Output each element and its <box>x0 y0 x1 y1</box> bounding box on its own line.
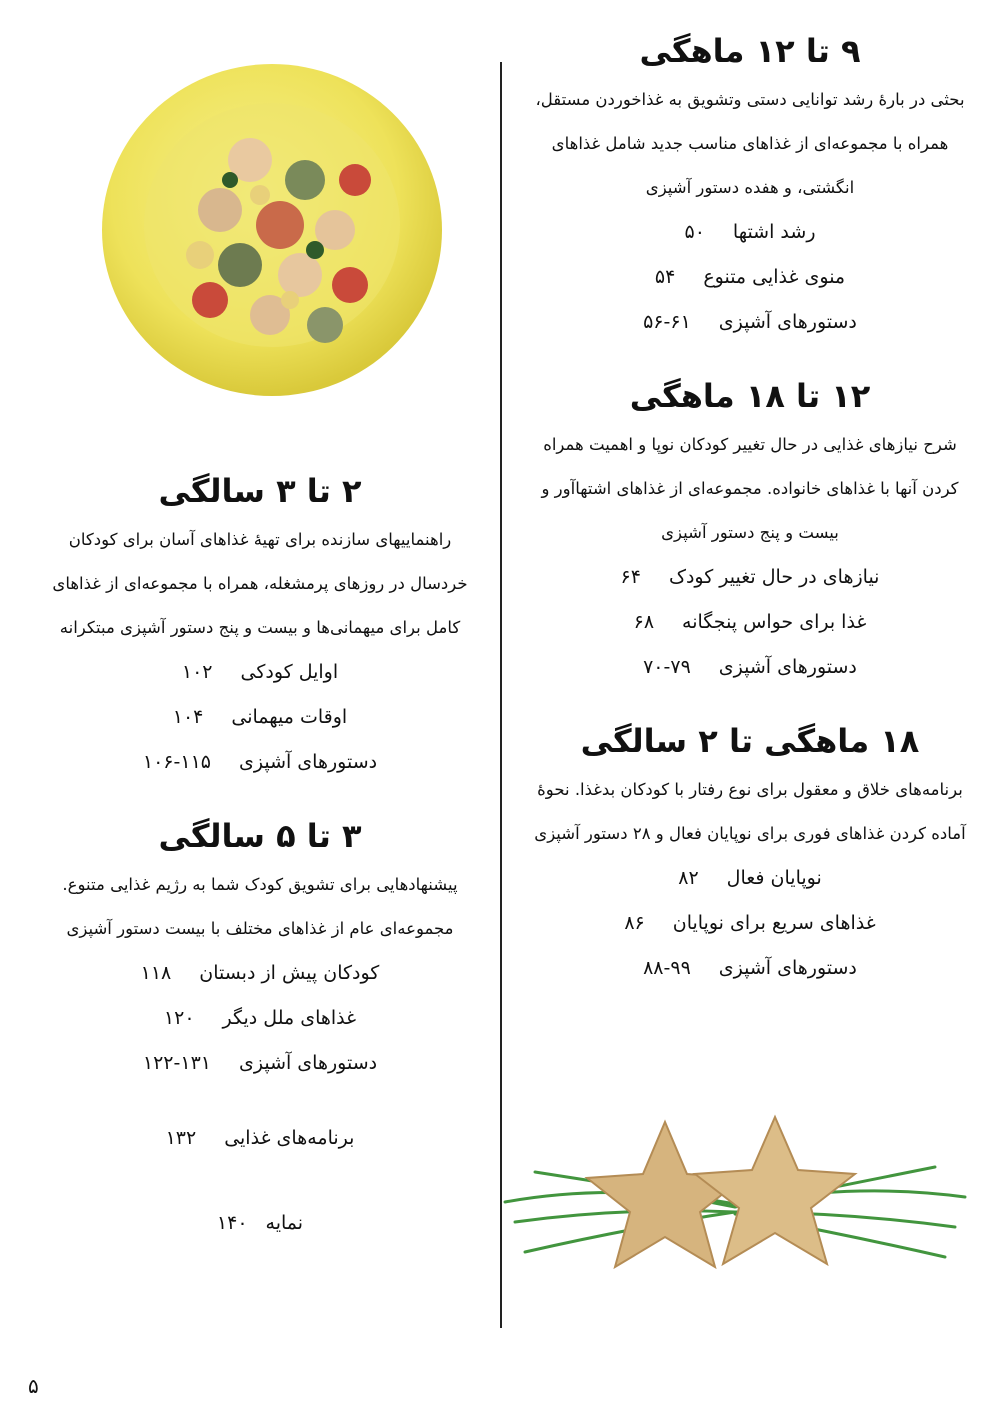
toc-entry[interactable] <box>520 210 980 255</box>
section-title: ۳ تا ۵ سالگی <box>158 817 362 855</box>
pasta-salad-plate-image <box>100 60 445 400</box>
entry-page: ۸۲ <box>678 867 699 889</box>
toc-entry-index[interactable] <box>30 1201 490 1246</box>
toc-entry[interactable] <box>520 600 980 645</box>
toc-entry[interactable] <box>30 650 490 695</box>
entry-page: ۵۶-۶۱ <box>643 311 691 333</box>
section-title: ۱۲ تا ۱۸ ماهگی <box>629 377 871 415</box>
entry-label: نمایه <box>265 1212 304 1234</box>
entry-page: ۷۰-۷۹ <box>643 656 691 678</box>
toc-entry[interactable] <box>30 1041 490 1086</box>
entry-label: نوپایان فعال <box>726 867 822 889</box>
section-title: ۱۸ ماهگی تا ۲ سالگی <box>580 722 920 760</box>
section-title: ۹ تا ۱۲ ماهگی <box>639 32 861 70</box>
page-number: ۵ <box>28 1374 39 1398</box>
toc-entry[interactable] <box>30 695 490 740</box>
section-description: راهنماییهای سازنده برای تهیهٔ غذاهای آسان برای کودکان خردسال در روزهای پرمشغله، همراه با مجموعه‌ای از غذاهای کامل برای میهمانی‌ها و بیست و پنج دستور آشپزی مبتکرانه <box>52 530 468 637</box>
toc-entry[interactable] <box>520 856 980 901</box>
section-2-3-years <box>30 470 490 785</box>
toc-entry[interactable] <box>30 951 490 996</box>
entry-label: رشد اشتها <box>732 221 816 243</box>
entry-label: دستورهای آشپزی <box>238 1052 378 1074</box>
entry-page: ۱۰۲ <box>181 661 213 683</box>
star-cookies-image <box>495 1112 975 1297</box>
entry-label: دستورهای آشپزی <box>718 957 857 979</box>
entry-page: ۱۰۴ <box>172 706 204 728</box>
toc-entry-meal-plans[interactable] <box>30 1116 490 1161</box>
section-3-5-years <box>30 815 490 1086</box>
entry-page: ۸۶ <box>624 912 645 934</box>
section-12-18-months <box>520 375 980 690</box>
entry-label: اوقات میهمانی <box>231 706 348 728</box>
entry-page: ۱۰۶-۱۱۵ <box>142 751 211 773</box>
entry-label: دستورهای آشپزی <box>718 656 857 678</box>
toc-entry[interactable] <box>520 300 980 345</box>
entry-page: ۱۲۰ <box>163 1007 195 1029</box>
entry-label: کودکان پیش از دبستان <box>199 962 380 984</box>
toc-entry[interactable] <box>30 740 490 785</box>
entry-label: نیازهای در حال تغییر کودک <box>668 566 880 588</box>
entry-page: ۵۴ <box>654 266 676 288</box>
entry-page: ۱۱۸ <box>140 962 172 984</box>
section-18-months-2-years <box>520 720 980 991</box>
toc-entry[interactable] <box>30 996 490 1041</box>
entry-label: غذاهای ملل دیگر <box>222 1007 357 1029</box>
section-description: بحثی در بارهٔ رشد توانایی دستی وتشویق به غذاخوردن مستقل، همراه با مجموعه‌ای از غذاهای مناسب جدید شامل غذاهای انگشتی، و هفده دستور آشپزی <box>535 90 965 197</box>
entry-page: ۱۳۲ <box>165 1127 197 1149</box>
entry-page: ۵۰ <box>684 221 705 243</box>
entry-page: ۱۴۰ <box>216 1212 248 1234</box>
entry-label: غذا برای حواس پنجگانه <box>682 611 867 633</box>
section-title: ۲ تا ۳ سالگی <box>158 472 362 510</box>
toc-entry[interactable] <box>520 555 980 600</box>
entry-page: ۶۴ <box>620 566 641 588</box>
section-9-12-months <box>520 30 980 345</box>
toc-entry[interactable] <box>520 255 980 300</box>
toc-entry[interactable] <box>520 946 980 991</box>
entry-page: ۱۲۲-۱۳۱ <box>142 1052 211 1074</box>
entry-label: دستورهای آشپزی <box>238 751 378 773</box>
left-column <box>30 470 490 1246</box>
toc-entry[interactable] <box>520 645 980 690</box>
entry-page: ۶۸ <box>633 611 655 633</box>
toc-entry[interactable] <box>520 901 980 946</box>
right-column <box>520 30 980 1021</box>
entry-label: اوایل کودکی <box>240 661 339 683</box>
section-description: شرح نیازهای غذایی در حال تغییر کودکان نوپا و اهمیت همراه کردن آنها با غذاهای خانواده. مجموعه‌ای از غذاهای اشتهاآور و بیست و پنج دستور آشپزی <box>541 435 959 542</box>
entry-page: ۸۸-۹۹ <box>643 957 691 979</box>
entry-label: دستورهای آشپزی <box>718 311 857 333</box>
entry-label: منوی غذایی متنوع <box>703 266 846 288</box>
section-description: پیشنهادهایی برای تشویق کودک شما به رژیم غذایی متنوع. مجموعه‌ای عام از غذاهای مختلف با بیست دستور آشپزی <box>62 875 458 938</box>
section-description: برنامه‌های خلاق و معقول برای نوع رفتار با کودکان بدغذا. نحوهٔ آماده کردن غذاهای فوری برای نوپایان فعال و ۲۸ دستور آشپزی <box>534 780 966 843</box>
entry-label: برنامه‌های غذایی <box>224 1127 355 1149</box>
entry-label: غذاهای سریع برای نوپایان <box>672 912 876 934</box>
